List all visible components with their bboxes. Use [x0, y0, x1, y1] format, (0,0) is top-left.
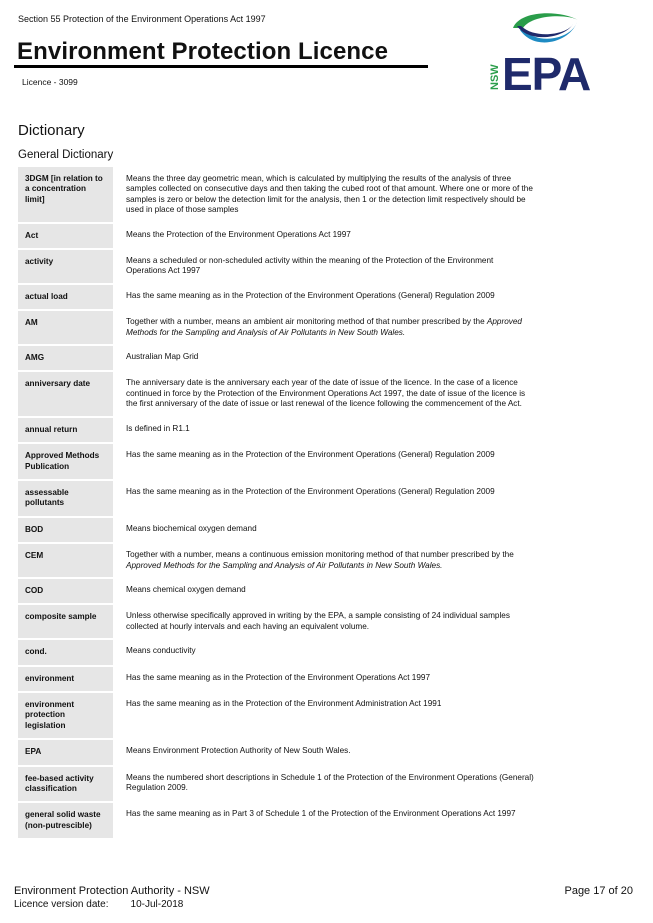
dictionary-definition: [113, 310, 534, 345]
dictionary-row: [18, 543, 534, 578]
dictionary-definition: [113, 284, 534, 310]
dictionary-term: activity: [18, 249, 113, 284]
dictionary-row: [18, 639, 534, 665]
dictionary-definition: [113, 692, 534, 739]
dictionary-term: anniversary date: [18, 371, 113, 416]
dictionary-row: [18, 739, 534, 765]
logo-epa-text: EPA: [502, 48, 591, 94]
definition-italic-text: Approved Methods for the Sampling and Analysis of Air Pollutants in New South Wales.: [126, 317, 522, 337]
dictionary-term: 3DGM [in relation to a concentration limit]: [18, 167, 113, 223]
definition-text: Unless otherwise specifically approved in writing by the EPA, a sample consisting of 24 individual samples collected at hourly intervals and each having an equivalent volume.: [126, 611, 510, 631]
definition-text: Means the numbered short descriptions in Schedule 1 of the Protection of the Environment Operations (General) Regulation 2009.: [126, 772, 534, 792]
definition-text: Has the same meaning as in the Protection of the Environment Operations (General) Regulation 2009: [126, 290, 495, 300]
dictionary-row: [18, 223, 534, 249]
document-title: Environment Protection Licence: [17, 38, 389, 65]
page-number: Page 17 of 20: [564, 885, 633, 897]
definition-text: Has the same meaning as in the Protection of the Environment Operations (General) Regulation 2009: [126, 486, 495, 496]
definition-text: Has the same meaning as in the Protection of the Environment Administration Act 1991: [126, 698, 442, 708]
dictionary-term: cond.: [18, 639, 113, 665]
definition-text: Has the same meaning as in the Protection of the Environment Operations (General) Regulation 2009: [126, 450, 495, 460]
dictionary-definition: [113, 443, 534, 480]
dictionary-table: [18, 167, 534, 840]
definition-text: Is defined in R1.1: [126, 423, 190, 433]
dictionary-definition: [113, 371, 534, 416]
definition-text: Means the three day geometric mean, which is calculated by multiplying the results of the analysis of three samples collected on consecutive days and then taking the cubed root of that amount. Where one or more of the samples is zero or below the detection limit for the analysis, then 1 or the detection limit respectively should be used in place of those samples: [126, 174, 533, 215]
dictionary-row: [18, 802, 534, 839]
dictionary-row: [18, 578, 534, 604]
dictionary-term: COD: [18, 578, 113, 604]
dictionary-term: BOD: [18, 517, 113, 543]
dictionary-term: environment: [18, 666, 113, 692]
logo-green-swoosh: [513, 13, 578, 28]
dictionary-term: assessable pollutants: [18, 480, 113, 517]
dictionary-term: actual load: [18, 284, 113, 310]
section-heading: Dictionary: [18, 122, 85, 139]
dictionary-definition: [113, 739, 534, 765]
dictionary-term: composite sample: [18, 604, 113, 639]
footer-authority: Environment Protection Authority - NSW: [14, 885, 210, 897]
dictionary-term: general solid waste (non-putrescible): [18, 802, 113, 839]
footer-version: [14, 899, 183, 910]
definition-text: Australian Map Grid: [126, 352, 199, 362]
definition-text: Means the Protection of the Environment Operations Act 1997: [126, 229, 351, 239]
dictionary-term: environment protection legislation: [18, 692, 113, 739]
dictionary-row: [18, 167, 534, 223]
dictionary-definition: [113, 249, 534, 284]
dictionary-definition: [113, 417, 534, 443]
dictionary-definition: [113, 345, 534, 371]
act-title: Section 55 Protection of the Environment Operations Act 1997: [18, 14, 266, 24]
definition-italic-text: Approved Methods for the Sampling and Analysis of Air Pollutants in New South Wales.: [126, 560, 443, 570]
dictionary-term: AMG: [18, 345, 113, 371]
dictionary-row: [18, 284, 534, 310]
dictionary-row: [18, 692, 534, 739]
dictionary-row: [18, 249, 534, 284]
dictionary-definition: [113, 167, 534, 223]
definition-text: Means conductivity: [126, 646, 196, 656]
dictionary-row: [18, 517, 534, 543]
definition-text: Means Environment Protection Authority of New South Wales.: [126, 746, 351, 756]
dictionary-definition: [113, 666, 534, 692]
section-subheading: General Dictionary: [18, 149, 114, 161]
dictionary-definition: [113, 543, 534, 578]
dictionary-definition: [113, 639, 534, 665]
dictionary-term: Act: [18, 223, 113, 249]
dictionary-row: [18, 371, 534, 416]
dictionary-row: [18, 310, 534, 345]
licence-number: Licence - 3099: [22, 77, 78, 87]
dictionary-row: [18, 666, 534, 692]
dictionary-term: fee-based activity classification: [18, 766, 113, 803]
dictionary-definition: [113, 802, 534, 839]
title-underline: [14, 65, 428, 68]
dictionary-term: CEM: [18, 543, 113, 578]
dictionary-row: [18, 480, 534, 517]
definition-text: Has the same meaning as in the Protection of the Environment Operations Act 1997: [126, 672, 431, 682]
nsw-epa-logo: [480, 12, 615, 94]
definition-text: Means a scheduled or non-scheduled activity within the meaning of the Protection of the Environment Operations Act 1997: [126, 256, 494, 276]
definition-text: Has the same meaning as in Part 3 of Schedule 1 of the Protection of the Environment Operations Act 1997: [126, 809, 516, 819]
dictionary-row: [18, 766, 534, 803]
definition-text: Means biochemical oxygen demand: [126, 523, 257, 533]
dictionary-definition: [113, 766, 534, 803]
logo-nsw-text: NSW: [489, 64, 501, 90]
definition-text: Means chemical oxygen demand: [126, 584, 246, 594]
dictionary-definition: [113, 480, 534, 517]
version-label: Licence version date:: [14, 899, 109, 910]
dictionary-row: [18, 417, 534, 443]
dictionary-term: AM: [18, 310, 113, 345]
dictionary-term: Approved Methods Publication: [18, 443, 113, 480]
dictionary-term: annual return: [18, 417, 113, 443]
dictionary-term: EPA: [18, 739, 113, 765]
dictionary-row: [18, 443, 534, 480]
definition-text: Together with a number, means a continuous emission monitoring method of that number prescribed by the: [126, 550, 514, 560]
dictionary-definition: [113, 604, 534, 639]
definition-text: The anniversary date is the anniversary each year of the date of issue of the licence. In the case of a licence continued in force by the Protection of the Environment Operations Act 1997, the date of issue of the licence is the first anniversary of the date of issue or last renewal of the licence following the commencement of the Act.: [126, 378, 526, 409]
dictionary-definition: [113, 578, 534, 604]
dictionary-row: [18, 604, 534, 639]
version-date: 10-Jul-2018: [130, 899, 184, 910]
dictionary-definition: [113, 223, 534, 249]
dictionary-definition: [113, 517, 534, 543]
definition-text: Together with a number, means an ambient air monitoring method of that number prescribed by the: [126, 317, 487, 327]
dictionary-row: [18, 345, 534, 371]
